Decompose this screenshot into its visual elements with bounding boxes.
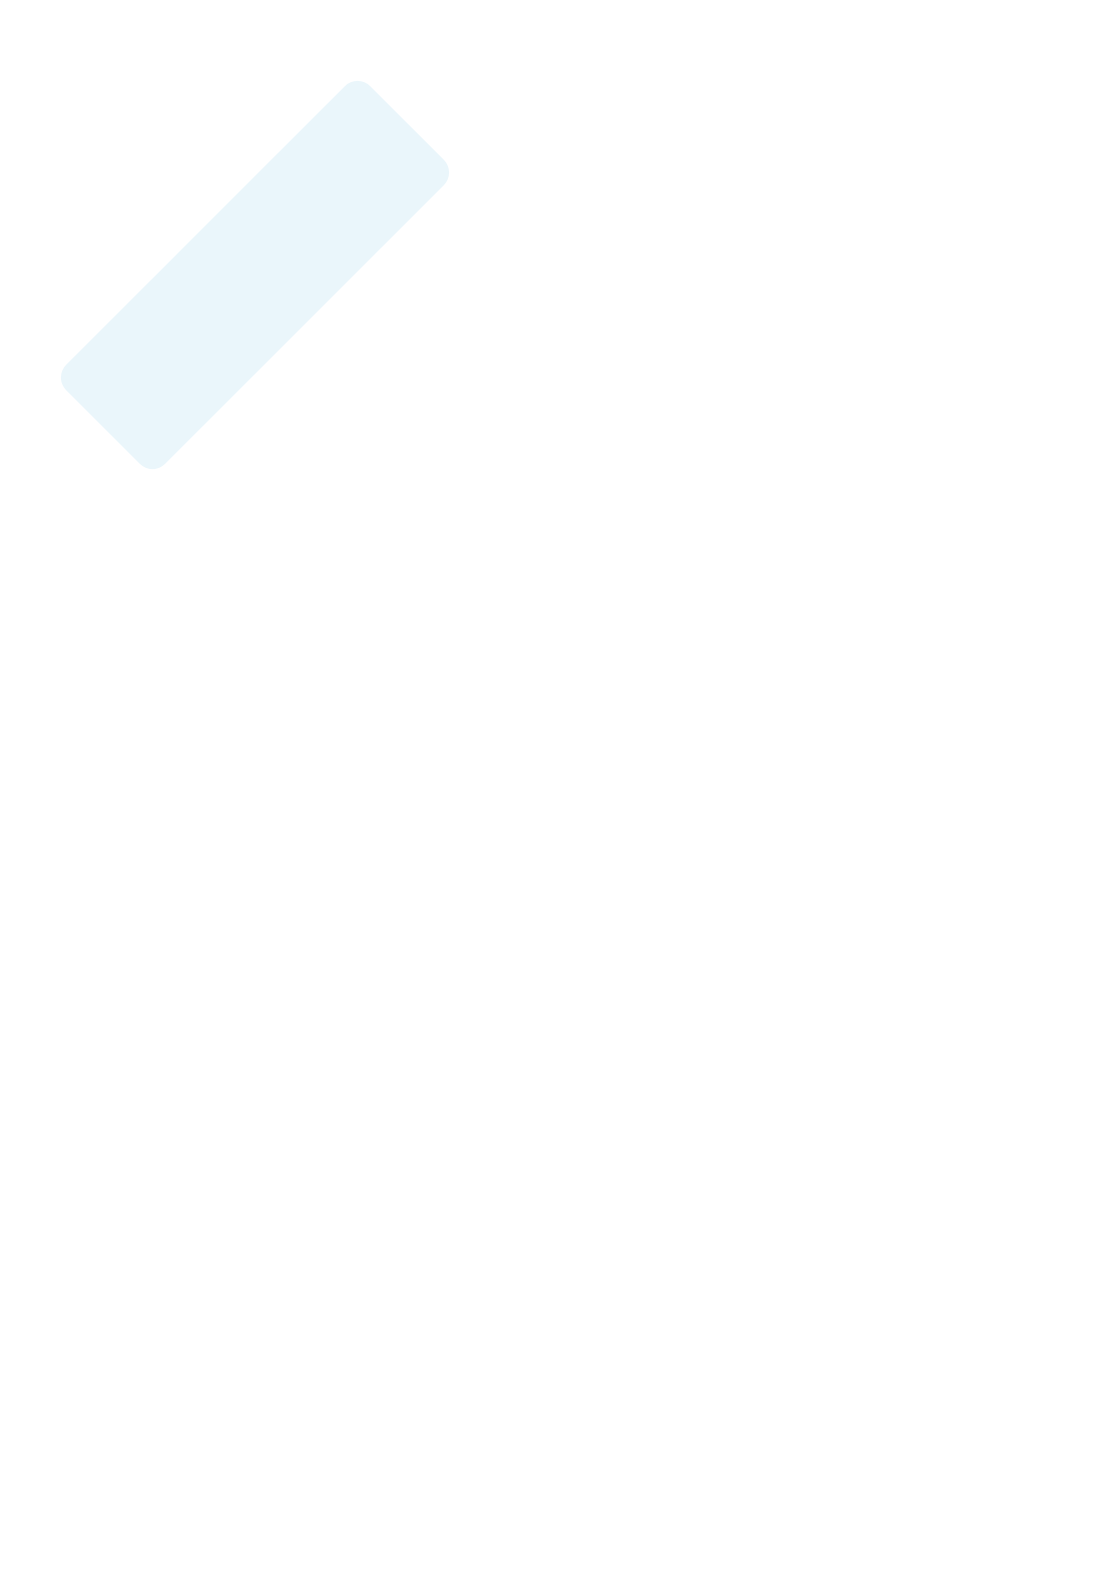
page-content: [158, 156, 950, 262]
watermark-logo: [20, 40, 490, 510]
